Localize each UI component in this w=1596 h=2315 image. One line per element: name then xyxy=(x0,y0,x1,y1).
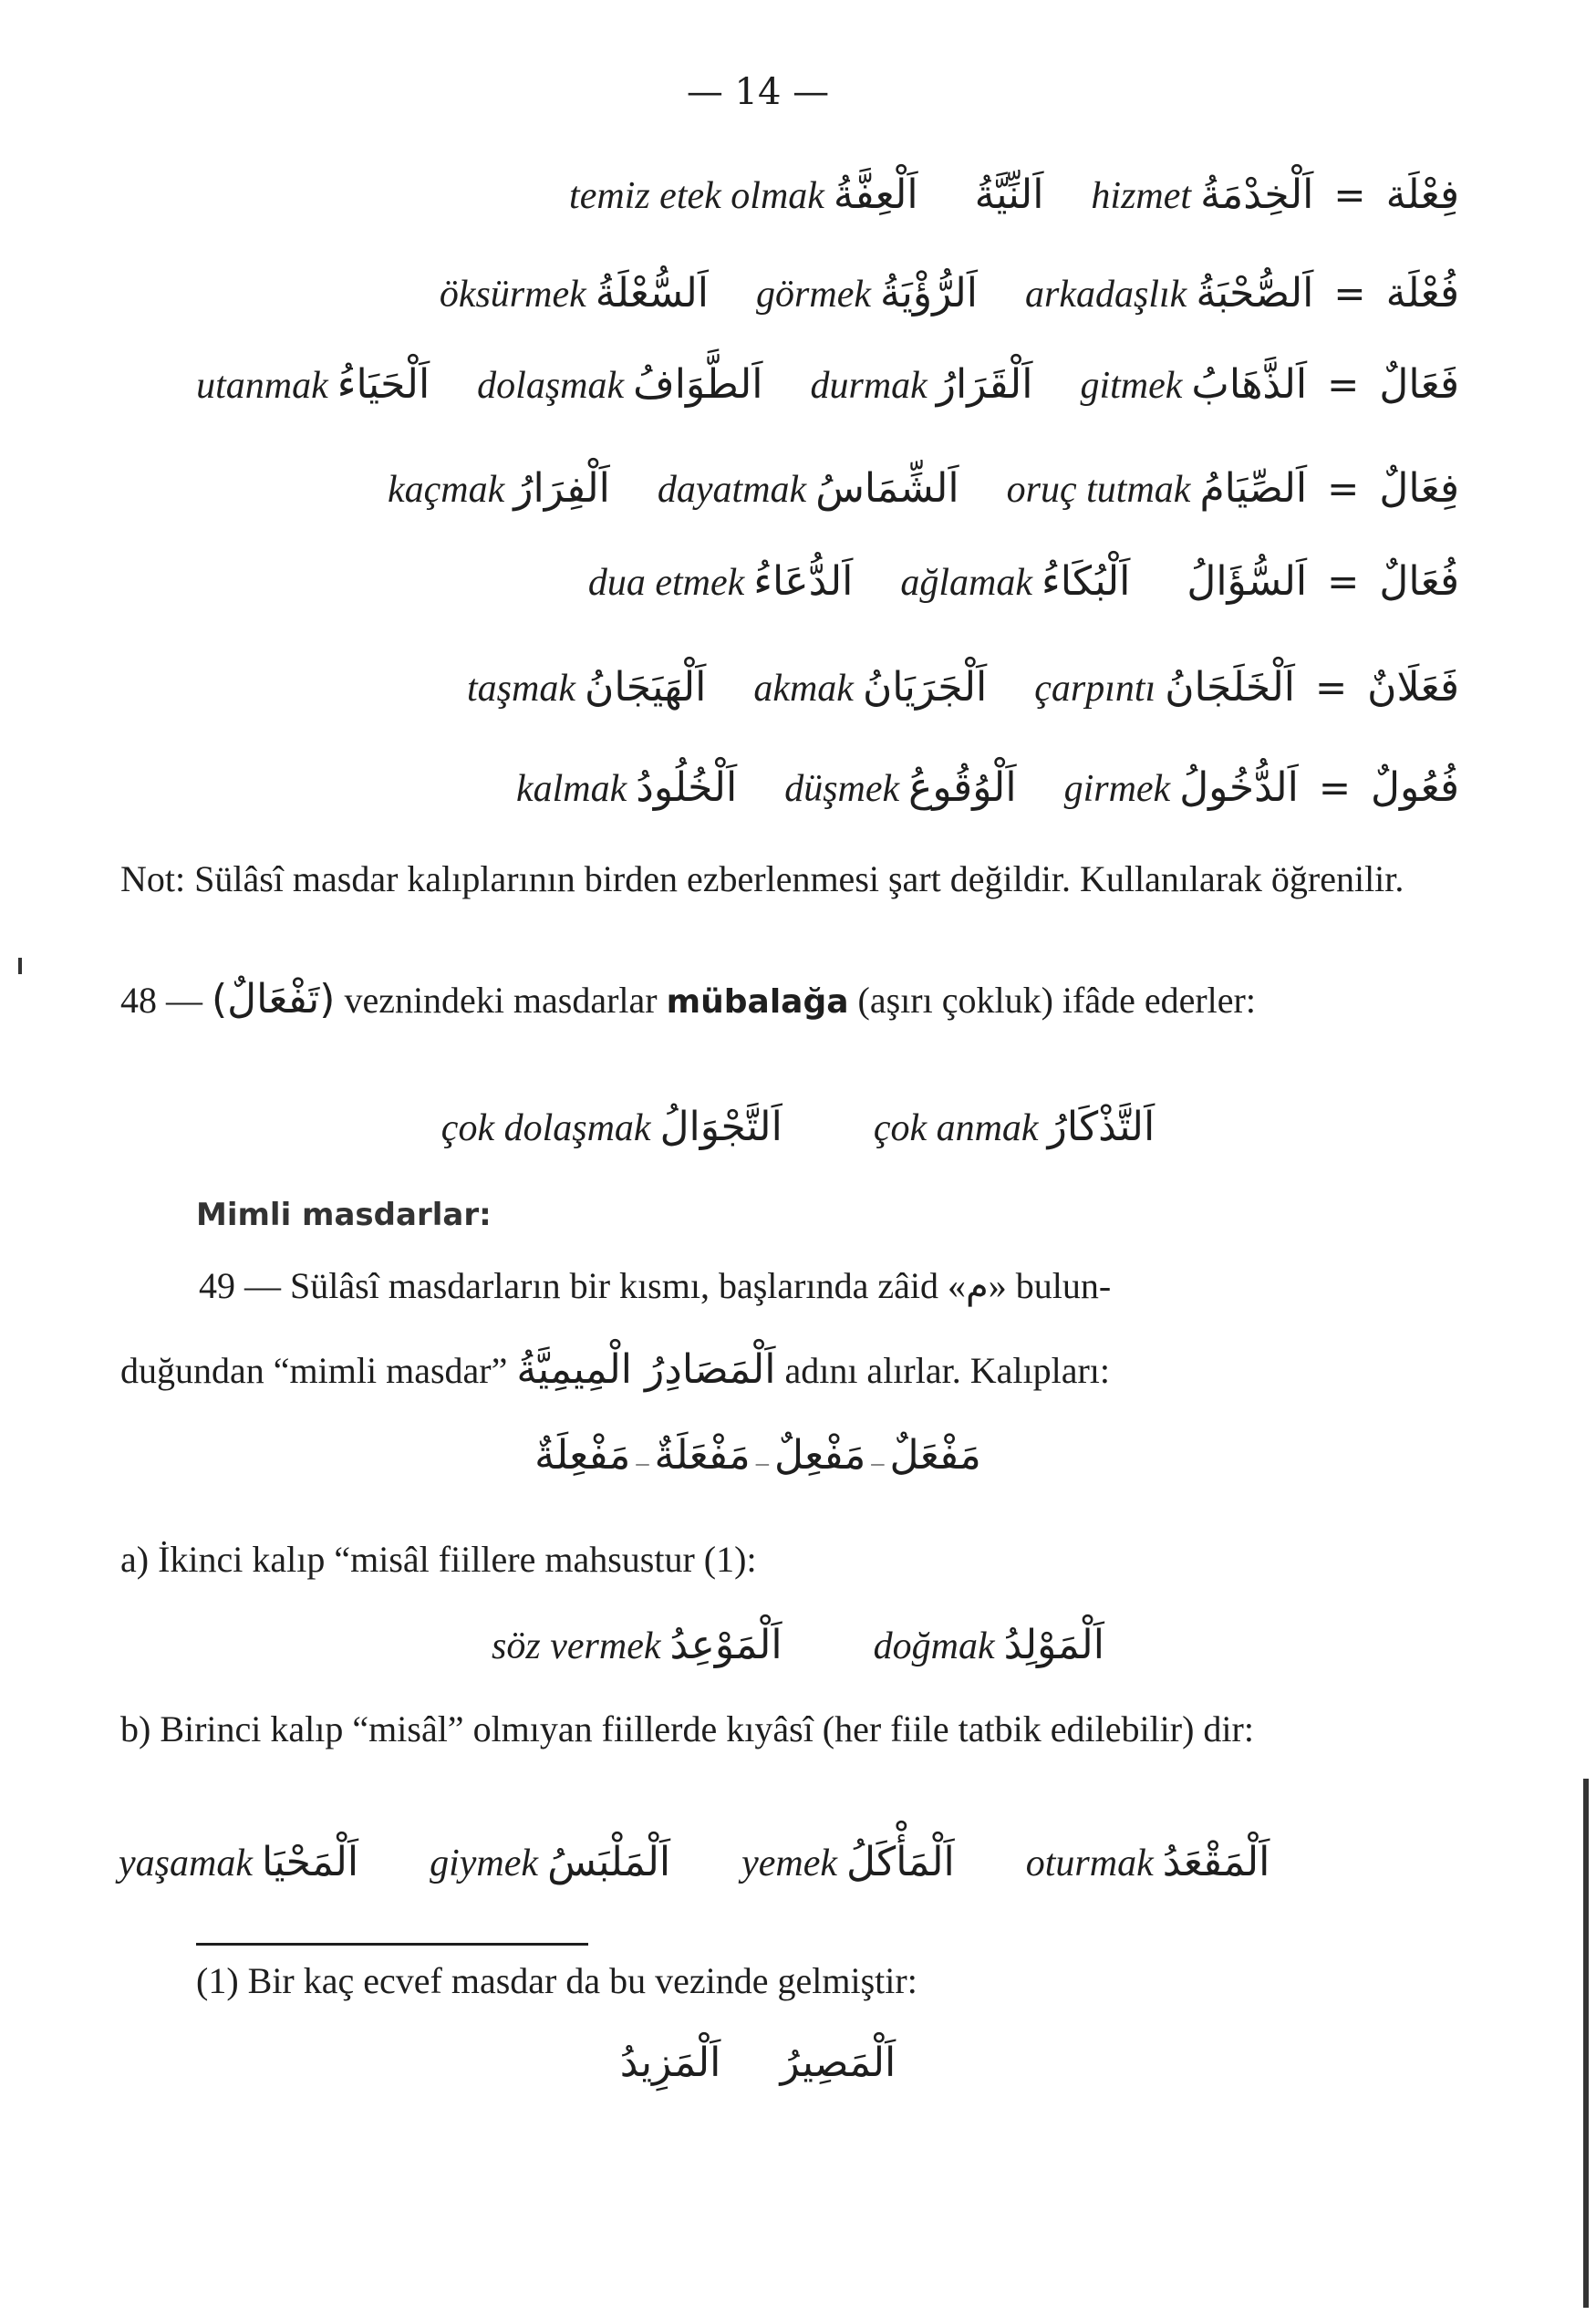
example-turkish: çok anmak xyxy=(873,1107,1039,1149)
paradigm-row xyxy=(109,465,1459,512)
pattern: مَفْعِلَةٌ xyxy=(534,1432,631,1479)
separator: — xyxy=(635,1455,650,1472)
equals-sign: = xyxy=(1314,665,1348,710)
paradigm-item xyxy=(516,764,737,811)
arabic-masdar: اَلدُّعَاءُ xyxy=(753,558,854,605)
turkish-meaning: arkadaşlık xyxy=(1025,274,1187,316)
arabic-masdar: اَلْعِفَّةُ xyxy=(833,171,918,218)
example-arabic: اَلْمَلْبَسُ xyxy=(547,1839,671,1885)
arabic-masdar: اَلطَّوَافُ xyxy=(633,361,763,408)
turkish-meaning: temiz etek olmak xyxy=(569,175,824,217)
paradigm-item xyxy=(477,361,762,408)
paradigm-item xyxy=(196,361,430,408)
paragraph-text: adını alırlar. Kalıpları: xyxy=(784,1350,1110,1391)
arabic-masdar: اَلْجَرَيَانُ xyxy=(862,664,988,711)
paradigm-item xyxy=(784,764,1016,811)
arabic-masdar: اَلصُّحْبَةُ xyxy=(1196,270,1314,317)
paradigm-row xyxy=(109,361,1459,408)
paradigm-item xyxy=(1080,361,1307,408)
paradigm-item xyxy=(467,664,706,711)
equals-sign: = xyxy=(1318,765,1352,810)
turkish-meaning: girmek xyxy=(1063,768,1171,810)
paradigm-item xyxy=(1091,171,1313,218)
separator: — xyxy=(754,1455,770,1472)
example-arabic: اَلْمَأْكَلُ xyxy=(845,1839,955,1885)
paradigm-item xyxy=(966,171,1044,218)
example-item xyxy=(492,1622,782,1668)
arabic-masdar: اَلْخُلُودُ xyxy=(636,764,738,811)
arabic-masdar: اَلذَّهَابُ xyxy=(1191,361,1308,408)
arabic-word: اَلْمَزِيدُ xyxy=(619,2040,721,2086)
paragraph-text: veznindeki masdarlar xyxy=(344,980,658,1021)
arabic-masdar: اَلسُّعْلَةُ xyxy=(595,270,710,317)
arabic-masdar: اَلْهَيَجَانُ xyxy=(585,664,707,711)
pattern-label: فِعَالٌ xyxy=(1379,465,1459,512)
arabic-masdar: اَلرُّؤْيَةُ xyxy=(880,270,978,317)
paradigm-item xyxy=(1034,664,1295,711)
example-item xyxy=(874,1622,1104,1668)
turkish-meaning: utanmak xyxy=(196,365,328,407)
examples-b xyxy=(91,1839,1441,1885)
example-turkish: giymek xyxy=(430,1843,539,1884)
turkish-meaning: görmek xyxy=(756,274,871,316)
turkish-meaning: dayatmak xyxy=(657,469,807,511)
paradigm-item xyxy=(588,558,854,605)
example-arabic: اَلْمَحْيَا xyxy=(261,1839,359,1885)
arabic-masdar: اَلنِّيَّةُ xyxy=(974,171,1044,218)
example-arabic: اَلْمَوْلِدُ xyxy=(1003,1622,1104,1668)
pattern-label: فَعَلَانٌ xyxy=(1367,664,1459,711)
equals-sign: = xyxy=(1327,559,1360,604)
paradigm-item xyxy=(1064,764,1299,811)
pattern-taf-al: (تَفْعَالٌ) xyxy=(212,976,336,1023)
pattern: مَفْعَلٌ xyxy=(889,1432,981,1479)
paragraph-a: a) İkinci kalıp “misâl fiillere mahsustur (1): xyxy=(120,1539,757,1580)
example-arabic: اَلْمَقْعَدُ xyxy=(1162,1839,1270,1885)
example-turkish: oturmak xyxy=(1025,1843,1154,1884)
arabic-word: اَلْمَصِيرُ xyxy=(780,2040,896,2086)
turkish-meaning: oruç tutmak xyxy=(1006,469,1191,511)
example-turkish: doğmak xyxy=(873,1625,995,1667)
examples-a xyxy=(109,1622,1459,1668)
margin-mark xyxy=(18,958,22,974)
paradigm-item xyxy=(658,465,959,512)
footnote-rule xyxy=(196,1943,588,1946)
arabic-masdar: اَلصِّيَامُ xyxy=(1199,465,1308,512)
paradigm-row xyxy=(109,664,1459,711)
pattern-label: فُعَالٌ xyxy=(1379,558,1459,605)
example-item xyxy=(1026,1839,1270,1885)
turkish-meaning: dua etmek xyxy=(587,562,745,604)
example-turkish: yemek xyxy=(741,1843,837,1884)
paradigm-item xyxy=(440,270,709,317)
equals-sign: = xyxy=(1327,362,1360,407)
arabic-masdar: اَلسُّؤَالُ xyxy=(1187,558,1308,605)
arabic-masdar: اَلْخَلَجَانُ xyxy=(1165,664,1295,711)
example-item xyxy=(741,1839,955,1885)
paradigm-item xyxy=(756,270,978,317)
paragraph-b: b) Birinci kalıp “misâl” olmıyan fiillerde kıyâsî (her fiile tatbik edilebilir) dir: xyxy=(120,1708,1254,1749)
turkish-meaning: kalmak xyxy=(515,768,627,810)
paradigm-item xyxy=(810,361,1032,408)
examples-48 xyxy=(109,1104,1459,1150)
footnote: (1) Bir kaç ecvef masdar da bu vezinde gelmiştir: xyxy=(196,1960,917,2001)
paradigm-item xyxy=(1025,270,1313,317)
pattern-label: فُعْلَة xyxy=(1385,270,1459,317)
arabic-masdar: اَلدُّخُولُ xyxy=(1179,764,1299,811)
paradigm-item xyxy=(900,558,1130,605)
turkish-meaning: kaçmak xyxy=(388,469,505,511)
paragraph-49 xyxy=(120,1262,1445,1395)
pattern: مَفْعَلَةٌ xyxy=(654,1432,751,1479)
paradigm-item xyxy=(1177,558,1307,605)
equals-sign: = xyxy=(1333,172,1366,217)
paradigm-item xyxy=(569,171,918,218)
example-turkish: yaşamak xyxy=(119,1843,253,1884)
paragraph-line xyxy=(120,1346,1445,1395)
paragraph-text: duğundan “mimli masdar” xyxy=(120,1350,508,1391)
note-paragraph: Not: Sülâsî masdar kalıplarının birden ezberlenmesi şart değildir. Kullanılarak öğrenilir. xyxy=(120,858,1404,899)
turkish-meaning: ağlamak xyxy=(900,562,1033,604)
example-item xyxy=(874,1104,1155,1150)
turkish-meaning: durmak xyxy=(810,365,928,407)
paradigm-item xyxy=(388,465,610,512)
paradigm-item xyxy=(1007,465,1308,512)
pattern-list xyxy=(0,1432,1516,1479)
example-arabic: اَلتَّذْكَارُ xyxy=(1047,1104,1156,1150)
turkish-meaning: taşmak xyxy=(467,668,576,710)
pattern-label: فَعَالٌ xyxy=(1379,361,1459,408)
page-number: — 14 — xyxy=(686,71,830,113)
paradigm-row xyxy=(109,558,1459,605)
separator: — xyxy=(870,1455,886,1472)
paradigm-row xyxy=(109,270,1459,317)
example-item xyxy=(441,1104,782,1150)
paragraph-line: 49 — Sülâsî masdarların bir kısmı, başlarında zâid «م» bulun- xyxy=(199,1265,1112,1306)
arabic-masdar: اَلْقَرَارُ xyxy=(936,361,1033,408)
footnote-examples xyxy=(0,2040,1516,2086)
turkish-meaning: öksürmek xyxy=(439,274,586,316)
example-item xyxy=(430,1839,670,1885)
equals-sign: = xyxy=(1327,466,1360,511)
pattern-label: فِعْلَة xyxy=(1385,171,1459,218)
arabic-masdar: اَلشِّمَاسُ xyxy=(815,465,959,512)
paradigm-item xyxy=(753,664,987,711)
example-arabic: اَلْمَوْعِدُ xyxy=(669,1622,782,1668)
paragraph-text: (aşırı çokluk) ifâde ederler: xyxy=(857,980,1256,1021)
paragraph-48 xyxy=(120,976,1445,1026)
equals-sign: = xyxy=(1333,271,1366,316)
example-turkish: çok dolaşmak xyxy=(440,1107,651,1149)
pattern: مَفْعِلٌ xyxy=(773,1432,866,1479)
turkish-meaning: düşmek xyxy=(784,768,900,810)
turkish-meaning: akmak xyxy=(753,668,854,710)
arabic-masdar: اَلْخِدْمَةُ xyxy=(1200,171,1314,218)
paragraph-number: 48 — xyxy=(120,980,202,1021)
arabic-masdar: اَلْحَيَاءُ xyxy=(337,361,430,408)
arabic-masdar: اَلْوُقُوعُ xyxy=(908,764,1017,811)
paradigm-row xyxy=(109,764,1459,811)
example-arabic: اَلتَّجْوَالُ xyxy=(659,1104,782,1150)
pattern-label: فُعُولٌ xyxy=(1371,764,1459,811)
turkish-meaning: hizmet xyxy=(1091,175,1192,217)
arabic-masdar: اَلْفِرَارُ xyxy=(513,465,610,512)
turkish-meaning: dolaşmak xyxy=(477,365,625,407)
bold-term: mübalağa xyxy=(666,983,849,1021)
section-heading: Mimli masdarlar: xyxy=(196,1197,492,1233)
turkish-meaning: gitmek xyxy=(1080,365,1183,407)
arabic-term: اَلْمَصَادِرُ الْمِيمِيَّةُ xyxy=(516,1346,776,1393)
binding-edge xyxy=(1583,1779,1589,2308)
paradigm-row xyxy=(109,171,1459,218)
turkish-meaning: çarpıntı xyxy=(1034,668,1156,710)
arabic-masdar: اَلْبُكَاءُ xyxy=(1042,558,1131,605)
example-item xyxy=(119,1839,358,1885)
example-turkish: söz vermek xyxy=(492,1625,661,1667)
